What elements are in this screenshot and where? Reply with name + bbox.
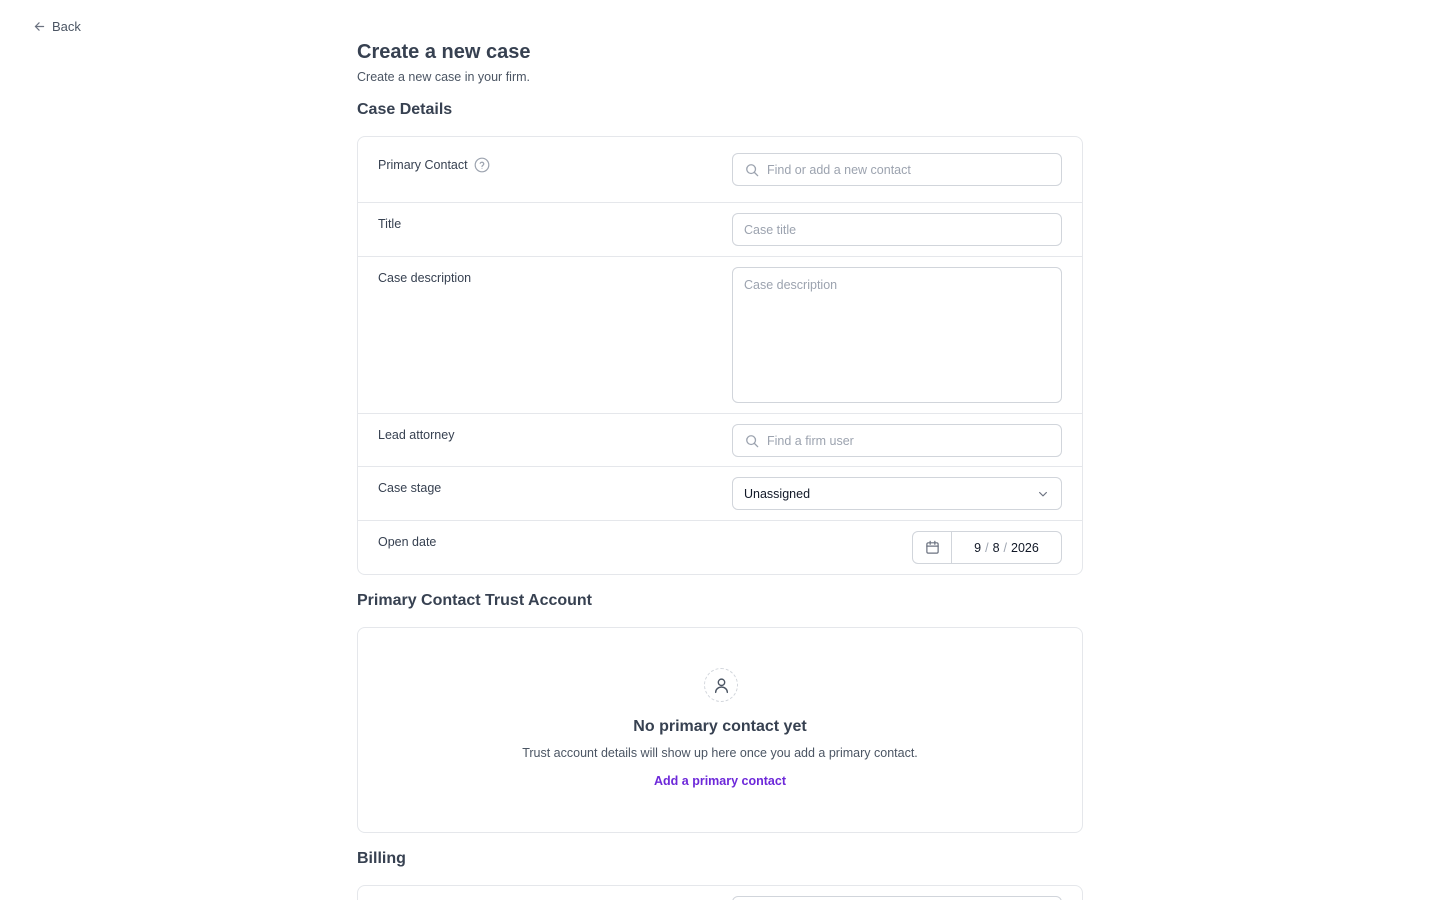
case-stage-select[interactable]: [732, 477, 1062, 510]
open-date-label: Open date: [378, 535, 437, 549]
add-primary-contact-link[interactable]: Add a primary contact: [654, 774, 786, 788]
billing-field[interactable]: [732, 896, 1062, 900]
empty-state-description: Trust account details will show up here once you add a primary contact.: [522, 746, 918, 760]
open-date-picker[interactable]: [912, 531, 1062, 564]
search-icon: [745, 434, 759, 448]
date-day[interactable]: 8: [992, 540, 1000, 555]
billing-card: [357, 885, 1083, 900]
primary-contact-search-input[interactable]: [732, 153, 1062, 186]
main-content: [357, 40, 1083, 867]
chevron-down-icon: [1037, 488, 1049, 500]
date-separator: /: [1003, 540, 1008, 555]
title-label: Title: [378, 217, 402, 231]
case-details-card: [357, 136, 1083, 575]
trust-account-heading: Primary Contact Trust Account: [357, 592, 593, 609]
lead-attorney-search-input[interactable]: [732, 424, 1062, 457]
primary-contact-row: [358, 137, 1082, 203]
case-stage-row: [358, 467, 1082, 521]
user-placeholder-avatar: [704, 668, 738, 702]
open-date-row: [358, 521, 1082, 575]
open-date-value[interactable]: [952, 541, 1061, 555]
lead-attorney-label: Lead attorney: [378, 428, 455, 442]
lead-attorney-placeholder: Find a firm user: [767, 433, 854, 448]
primary-contact-label-wrap: [378, 157, 490, 173]
date-month[interactable]: 9: [974, 540, 982, 555]
search-icon: [745, 163, 759, 177]
primary-contact-placeholder: Find or add a new contact: [767, 162, 911, 177]
page-subtitle: Create a new case in your firm.: [357, 70, 530, 84]
case-stage-label: Case stage: [378, 481, 442, 495]
primary-contact-label: Primary Contact: [378, 158, 468, 172]
title-row: [358, 203, 1082, 257]
case-description-row: [358, 257, 1082, 414]
trust-account-card: [357, 627, 1083, 833]
arrow-left-icon: [33, 20, 46, 33]
case-description-placeholder: Case description: [744, 278, 838, 292]
user-icon: [713, 677, 730, 694]
date-year[interactable]: 2026: [1011, 540, 1039, 555]
calendar-icon: [925, 540, 940, 555]
calendar-button[interactable]: [913, 532, 952, 563]
page-title: Create a new case: [357, 41, 531, 63]
case-description-label: Case description: [378, 271, 472, 285]
case-title-input[interactable]: [732, 213, 1062, 246]
date-separator: /: [985, 540, 989, 555]
help-circle-icon[interactable]: [474, 157, 490, 173]
case-stage-value: Unassigned: [744, 486, 811, 501]
back-label: Back: [52, 18, 81, 34]
case-description-textarea[interactable]: [732, 267, 1062, 403]
case-details-heading: Case Details: [357, 101, 453, 118]
billing-heading: Billing: [357, 850, 406, 867]
back-button[interactable]: [33, 17, 81, 35]
case-title-placeholder: Case title: [744, 222, 797, 237]
empty-state-title: No primary contact yet: [633, 718, 807, 735]
lead-attorney-row: [358, 414, 1082, 467]
